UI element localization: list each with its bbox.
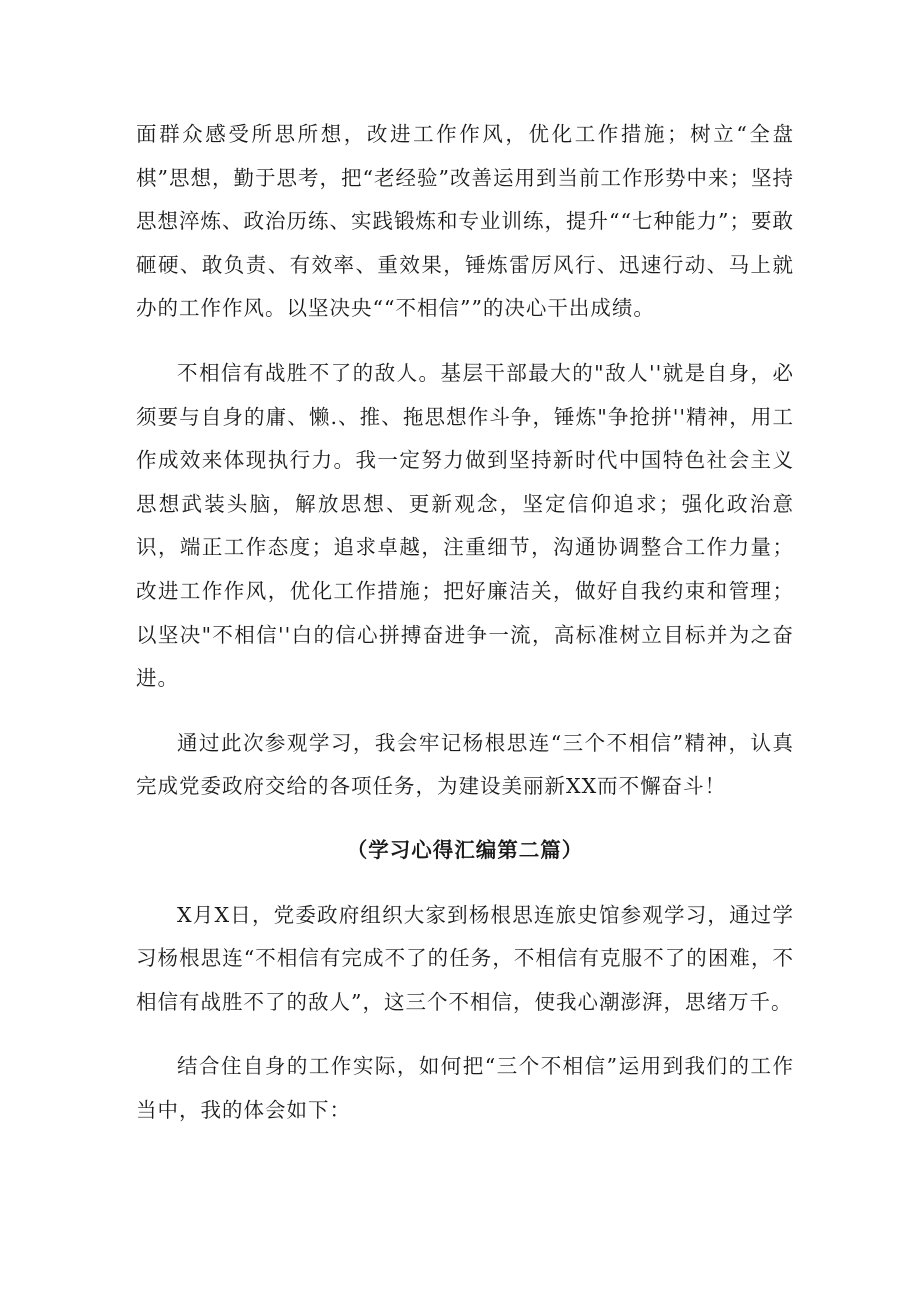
paragraph-conclusion: 通过此次参观学习，我会牢记杨根思连“三个不相信”精神，认真完成党委政府交给的各项任务，为建设美丽新XX而不懈奋斗！ — [136, 730, 794, 799]
paragraph-experience: 结合住自身的工作实际，如何把“三个不相信”运用到我们的工作当中，我的体会如下： — [136, 1054, 794, 1122]
document-page — [136, 113, 794, 1132]
paragraph-intro: X月X日，党委政府组织大家到杨根思连旅史馆参观学习，通过学习杨根思连“不相信有完成不了的任务，不相信有克服不了的困难，不相信有战胜不了的敌人”，这三个不相信，使我心潮澎湃，思绪万千。 — [136, 902, 794, 1014]
paragraph-continued: 面群众感受所思所想，改进工作作风，优化工作措施；树立“全盘棋”思想，勤于思考，把“老经验”改善运用到当前工作形势中来；坚持思想淬炼、政治历练、实践锻炼和专业训练，提升““七种能力”；要敢砸硬、敢负责、有效率、重效果，锤炼雷厉风行、迅速行动、马上就办的工作作风。以坚决央““不相信””的决心干出成绩。 — [136, 122, 794, 321]
paragraph-enemy: 不相信有战胜不了的敌人。基层干部最大的"敌人''就是自身，必须要与自身的庸、懒.、推、拖思想作斗争，锤炼"争抢拼''精神，用工作成效来体现执行力。我一定努力做到坚持新时代中国特色社会主义思想武装头脑，解放思想、更新观念，坚定信仰追求；强化政治意识，端正工作态度；追求卓越，注重细节，沟通协调整合工作力量；改进工作作风，优化工作措施；把好廉洁关，做好自我约束和管理；以坚决"不相信''白的信心拼搏奋进争一流，高标准树立目标并为之奋进。 — [136, 360, 794, 691]
section-heading: （学习心得汇编第二篇） — [346, 837, 584, 862]
